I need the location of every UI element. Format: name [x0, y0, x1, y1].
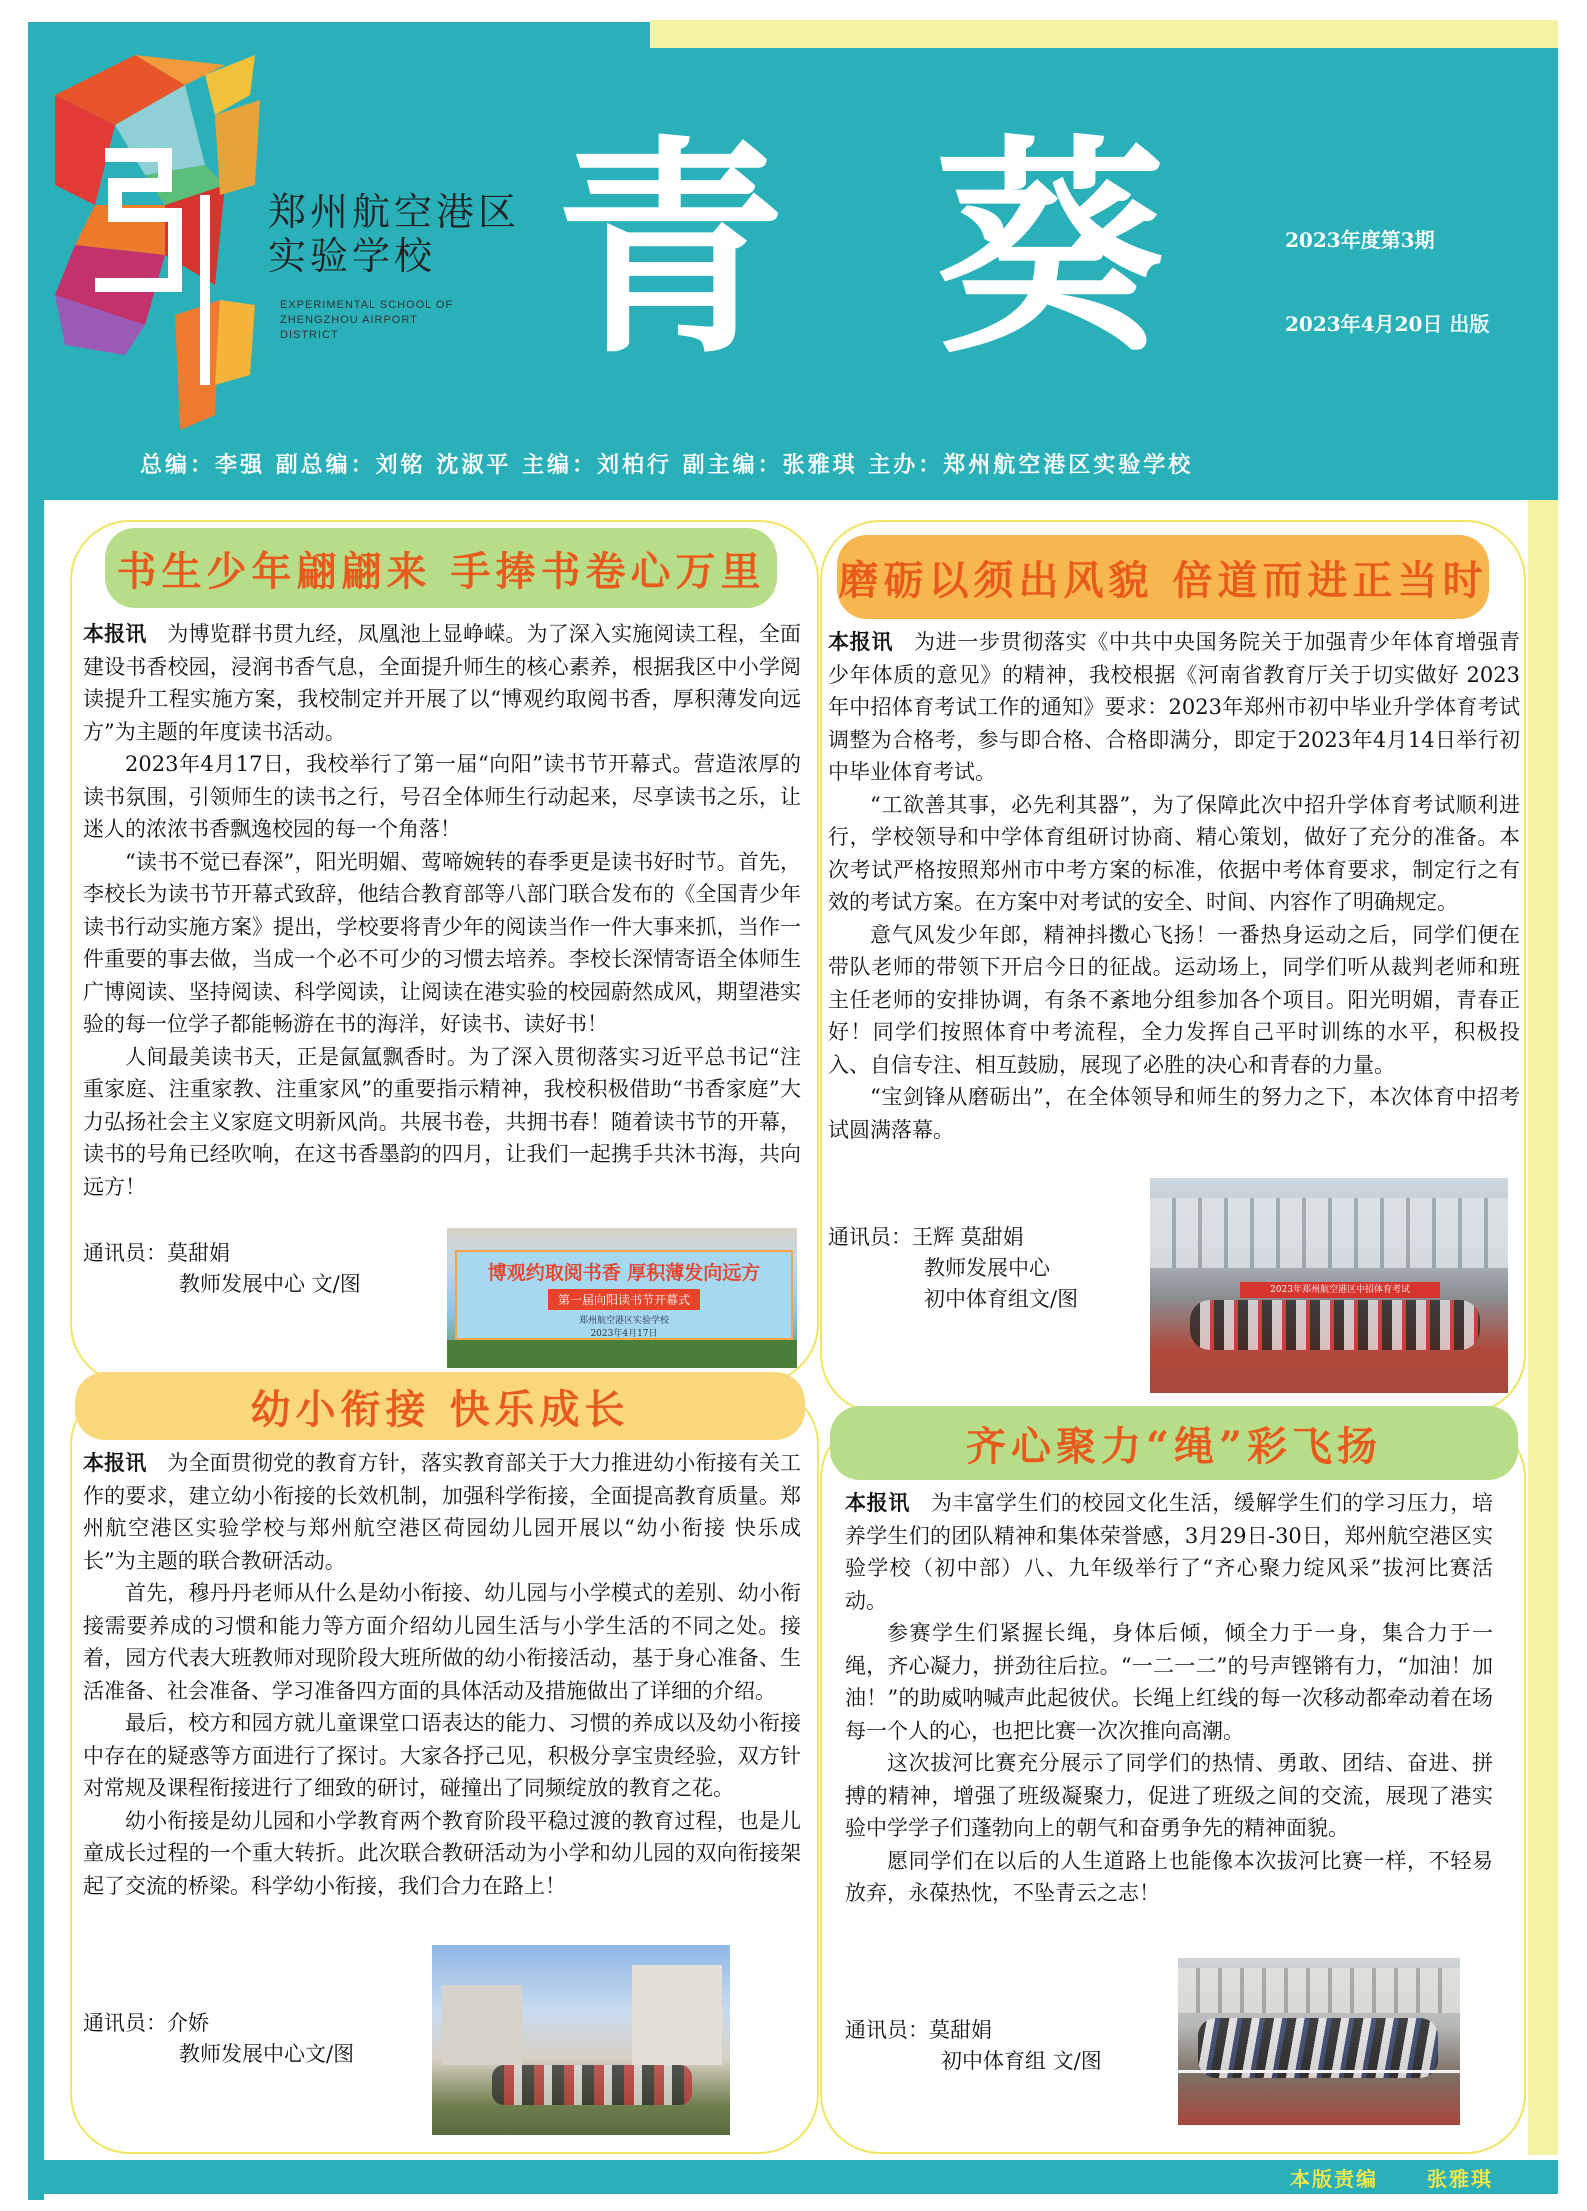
- publication-date: 2023年4月20日 出版: [1285, 312, 1490, 336]
- reading-lead: 为博览群书贯九经，凤凰池上显峥嵘。为了深入实施阅读工程，全面建设书香校园，浸润书香气息，全面提升师生的核心素养，根据我区中小学阅读提升工程实施方案，我校制定并开展了以“博观约取阅书香，厚积薄发向远方”为主题的年度读书活动。: [83, 622, 801, 744]
- pe-lead: 为进一步贯彻落实《中共中央国务院关于加强青少年体育增强青少年体质的意见》的精神，我校根据《河南省教育厅关于切实做好 2023 年中招体育考试工作的通知》要求：2023年郑州市初中毕业升学体育考试调整为合格考，参与即合格、合格即满分，即定于2023年4月14日举行初中毕业体育考试。: [828, 630, 1520, 784]
- school-logo-icon: [55, 55, 265, 435]
- kinder-article-title: 幼小衔接 快乐成长: [75, 1372, 805, 1440]
- kinder-paragraph: 首先，穆丹丹老师从什么是幼小衔接、幼儿园与小学模式的差别、幼小衔接需要养成的习惯和能力等方面介绍幼儿园生活与小学生活的不同之处。接着，园方代表大班教师对现阶段大班所做的幼小衔接活动，基于身心准备、生活准备、社会准备、学习准备四方面的具体活动及措施做出了详细的介绍。: [83, 1581, 801, 1703]
- school-name-en: EXPERIMENTAL SCHOOL OF ZHENGZHOU AIRPORT DISTRICT: [280, 299, 454, 341]
- lead-tag: 本报讯: [828, 629, 893, 654]
- banner-school-text: 郑州航空港区实验学校: [578, 1316, 669, 1326]
- pe-paragraph: “宝剑锋从磨砺出”，在全体领导和师生的努力之下，本次体育中招考试圆满落幕。: [828, 1085, 1520, 1142]
- kinder-group-photo: [432, 1945, 730, 2135]
- reading-credits: [83, 1238, 361, 1300]
- pe-paragraph: 意气风发少年郎，精神抖擞心飞扬！一番热身运动之后，同学们便在带队老师的带领下开启今日的征战。运动场上，同学们听从裁判老师和班主任老师的安排协调，有条不紊地分组参加各个项目。阳光明媚，青春正好！同学们按照体育中考流程，全力发挥自己平时训练的水平，积极投入、自信专注、相互鼓励，展现了必胜的决心和青春的力量。: [828, 922, 1520, 1077]
- reading-paragraph: 2023年4月17日，我校举行了第一届“向阳”读书节开幕式。营造浓厚的读书氛围，引领师生的读书之行，号召全体师生行动起来，尽享读书之乐，让迷人的浓浓书香飘逸校园的每一个角落！: [83, 752, 801, 841]
- kinder-credits: [83, 2008, 354, 2070]
- correspondent: 通讯员：莫甜娟: [83, 1241, 230, 1265]
- lead-tag: 本报讯: [83, 621, 147, 646]
- kinder-paragraph: 幼小衔接是幼儿园和小学教育两个教育阶段平稳过渡的教育过程，也是儿童成长过程的一个重大转折。此次联合教研活动为小学和幼儿园的双向衔接架起了交流的桥梁。科学幼小衔接，我们合力在路上！: [83, 1808, 801, 1898]
- department: 教师发展中心文/图: [179, 2042, 355, 2066]
- tug-credits: [845, 2015, 1102, 2077]
- tug-article-body: [845, 1487, 1493, 1910]
- festival-banner: [455, 1250, 793, 1340]
- editorial-board: 总编：李强 副总编：刘铭 沈淑平 主编：刘柏行 副主编：张雅琪 主办：郑州航空港区实验学校: [140, 452, 1194, 478]
- pe-paragraph: “工欲善其事，必先利其器”，为了保障此次中招升学体育考试顺利进行，学校领导和中学体育组研讨协商、精心策划，做好了充分的准备。本次考试严格按照郑州市中考方案的标准，依据中考体育要求，制定行之有效的考试方案。在方案中对考试的安全、时间、内容作了明确规定。: [828, 792, 1520, 914]
- footer-editor: [1290, 2163, 1493, 2192]
- banner-sub-text: 第一届向阳读书节开幕式: [548, 1289, 700, 1310]
- left-teal-border: [28, 500, 44, 2200]
- reading-paragraph: 人间最美读书天，正是氤氲飘香时。为了深入贯彻落实习近平总书记“注重家庭、注重家教、注重家风”的重要指示精神，我校积极借助“书香家庭”大力弘扬社会主义家庭文明新风尚。共展书卷，共拥书春！随着读书节的开幕，读书的号角已经吹响，在这书香墨韵的四月，让我们一起携手共沐书海，共向远方！: [83, 1044, 801, 1199]
- department: 教师发展中心 文/图: [179, 1272, 361, 1296]
- pe-credits: [828, 1222, 1078, 1315]
- tug-paragraph: 这次拔河比赛充分展示了同学们的热情、勇敢、团结、奋进、拼搏的精神，增强了班级凝聚力，促进了班级之间的交流，展现了港实验中学学子们蓬勃向上的朝气和奋勇争先的精神面貌。: [845, 1751, 1493, 1840]
- lead-tag: 本报讯: [845, 1490, 910, 1515]
- department: 教师发展中心: [924, 1256, 1050, 1280]
- school-name-cn: 郑州航空港区实验学校: [268, 190, 521, 278]
- reading-article-body: [83, 618, 801, 1203]
- tug-paragraph: 愿同学们在以后的人生道路上也能像本次拔河比赛一样，不轻易放弃，永葆热忱，不坠青云之志！: [845, 1848, 1493, 1905]
- kinder-paragraph: 最后，校方和园方就儿童课堂口语表达的能力、习惯的养成以及幼小衔接中存在的疑惑等方面进行了探讨。大家各抒己见，积极分享宝贵经验，双方针对常规及课程衔接进行了细致的研讨，碰撞出了同频绽放的教育之花。: [83, 1711, 801, 1800]
- correspondent: 通讯员：王辉 莫甜娟: [828, 1225, 1024, 1249]
- banner-date-text: 2023年4月17日: [590, 1329, 658, 1339]
- header-yellow-strip: [650, 20, 1558, 48]
- tug-of-war-photo: [1178, 1958, 1460, 2125]
- pe-group-photo: [1150, 1178, 1508, 1393]
- department: 初中体育组文/图: [924, 1287, 1079, 1311]
- tug-paragraph: 参赛学生们紧握长绳，身体后倾，倾全力于一身，集合力于一绳，齐心凝力，拼劲往后拉。“一二一二”的号声铿锵有力，“加油！加油！”的助威呐喊声此起彼伏。长绳上红线的每一次移动都牵动着在场每一个人的心，也把比赛一次次推向高潮。: [845, 1621, 1493, 1743]
- department: 初中体育组 文/图: [941, 2049, 1102, 2073]
- pe-article-title: 磨砺以须出风貌 倍道而进正当时: [837, 535, 1489, 619]
- right-yellow-border: [1528, 500, 1558, 2155]
- kinder-lead: 为全面贯彻党的教育方针，落实教育部关于大力推进幼小衔接有关工作的要求，建立幼小衔接的长效机制，加强科学衔接，全面提高教育质量。郑州航空港区实验学校与郑州航空港区荷园幼儿园开展以“幼小衔接 快乐成长”为主题的联合教研活动。: [83, 1451, 801, 1573]
- photo-banner: 2023年郑州航空港区中招体育考试: [1240, 1282, 1440, 1298]
- lead-tag: 本报讯: [83, 1450, 147, 1475]
- reading-festival-photo: [447, 1228, 797, 1368]
- tug-article-title: 齐心聚力“绳”彩飞扬: [830, 1406, 1518, 1480]
- reading-paragraph: “读书不觉已春深”，阳光明媚、莺啼婉转的春季更是读书好时节。首先，李校长为读书节开幕式致辞，他结合教育部等八部门联合发布的《全国青少年读书行动实施方案》提出，学校要将青少年的阅读当作一件大事来抓，当作一件重要的事去做，当成一个必不可少的习惯去培养。李校长深情寄语全体师生广博阅读、坚持阅读、科学阅读，让阅读在港实验的校园蔚然成风，期望港实验的每一位学子都能畅游在书的海洋，好读书、读好书！: [83, 849, 801, 1036]
- issue-number: 2023年度第3期: [1285, 228, 1435, 252]
- kinder-article-body: [83, 1447, 801, 1902]
- reading-article-title: 书生少年翩翩来 手捧书卷心万里: [105, 528, 777, 608]
- pe-article-body: [828, 626, 1520, 1146]
- masthead-title: 青葵: [555, 115, 1315, 385]
- banner-main-text: 博观约取阅书香 厚积薄发向远方: [487, 1262, 761, 1284]
- footer-editor-name: 张雅琪: [1426, 2167, 1493, 2191]
- tug-lead: 为丰富学生们的校园文化生活，缓解学生们的学习压力，培养学生们的团队精神和集体荣誉感，3月29日-30日，郑州航空港区实验学校（初中部）八、九年级举行了“齐心聚力绽风采”拔河比赛活动。: [845, 1491, 1494, 1613]
- correspondent: 通讯员：介娇: [83, 2011, 209, 2035]
- correspondent: 通讯员：莫甜娟: [845, 2018, 992, 2042]
- footer-label: 本版责编: [1290, 2167, 1378, 2191]
